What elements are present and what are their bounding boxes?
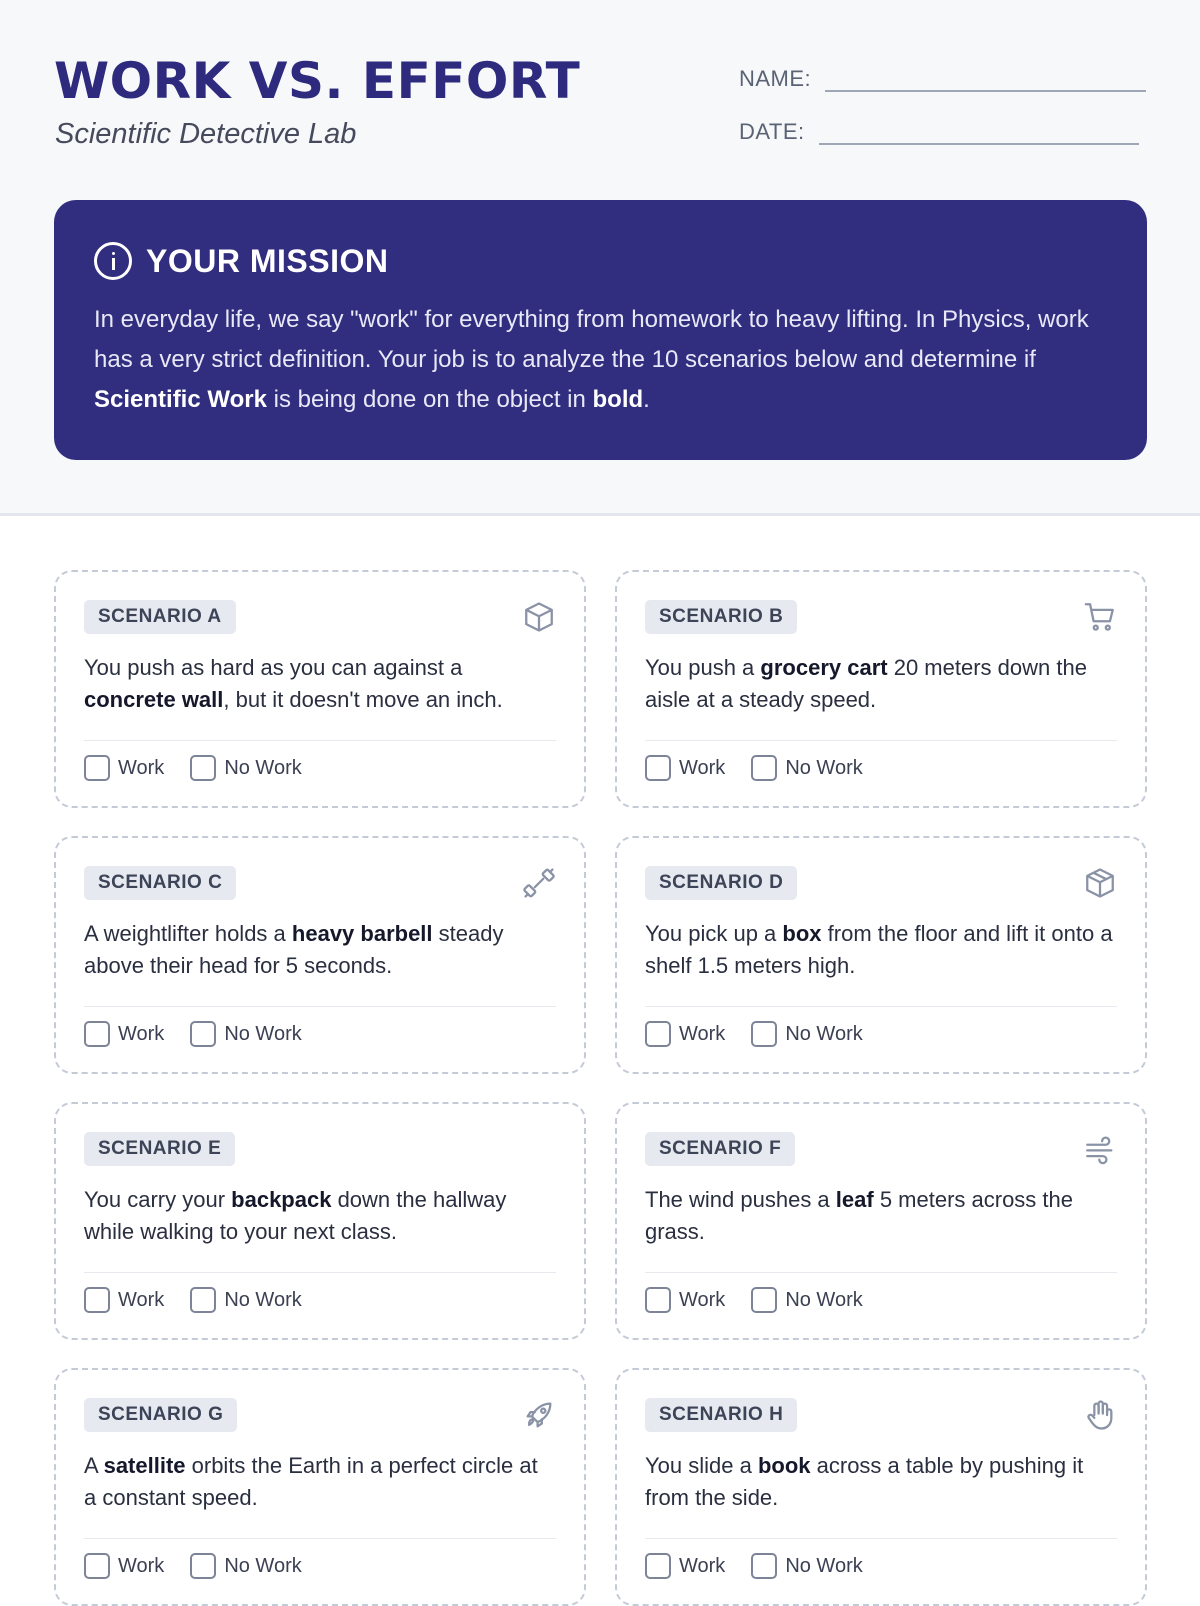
divider (645, 1538, 1117, 1539)
divider (84, 1272, 556, 1273)
scenario-card-e (54, 1102, 586, 1340)
name-field[interactable] (739, 58, 1146, 92)
no-work-checkbox[interactable] (751, 755, 777, 781)
divider (645, 1272, 1117, 1273)
work-option[interactable]: Work (645, 1553, 725, 1579)
no-work-option[interactable]: No Work (751, 1021, 862, 1047)
date-field[interactable] (739, 111, 1139, 145)
work-checkbox[interactable] (84, 1287, 110, 1313)
work-checkbox[interactable] (84, 755, 110, 781)
work-checkbox[interactable] (645, 1021, 671, 1047)
rocket-icon (522, 1398, 556, 1432)
no-work-option[interactable]: No Work (751, 755, 862, 781)
work-checkbox[interactable] (84, 1021, 110, 1047)
no-work-checkbox[interactable] (190, 1553, 216, 1579)
work-option[interactable]: Work (84, 1021, 164, 1047)
no-work-checkbox[interactable] (751, 1287, 777, 1313)
no-work-option[interactable]: No Work (190, 1287, 301, 1313)
scenario-text: A weightlifter holds a heavy barbell steady above their head for 5 seconds. (84, 921, 504, 978)
scenario-tag: SCENARIO A (84, 600, 236, 634)
work-option[interactable]: Work (84, 1553, 164, 1579)
page-subtitle: Scientific Detective Lab (55, 118, 357, 150)
scenario-text: You slide a book across a table by pushing it from the side. (645, 1453, 1084, 1510)
shopping-cart-icon (1083, 600, 1117, 634)
no-work-checkbox[interactable] (751, 1553, 777, 1579)
divider (84, 1006, 556, 1007)
work-checkbox[interactable] (645, 755, 671, 781)
work-option[interactable]: Work (84, 755, 164, 781)
work-checkbox[interactable] (645, 1287, 671, 1313)
scenario-text: You push a grocery cart 20 meters down the aisle at a steady speed. (645, 655, 1087, 712)
scenario-text: You push as hard as you can against a concrete wall, but it doesn't move an inch. (84, 655, 503, 712)
no-work-checkbox[interactable] (190, 1287, 216, 1313)
scenario-tag: SCENARIO G (84, 1398, 237, 1432)
scenario-text: A satellite orbits the Earth in a perfect circle at a constant speed. (84, 1453, 538, 1510)
no-work-option[interactable]: No Work (751, 1287, 862, 1313)
scenario-tag: SCENARIO C (84, 866, 236, 900)
scenario-card-b (615, 570, 1147, 808)
work-option[interactable]: Work (645, 755, 725, 781)
no-work-option[interactable]: No Work (190, 755, 301, 781)
scenario-card-g (54, 1368, 586, 1606)
no-work-option[interactable]: No Work (190, 1021, 301, 1047)
scenario-tag: SCENARIO D (645, 866, 797, 900)
name-label: NAME: (739, 66, 812, 91)
scenario-grid (54, 570, 1147, 1606)
name-line[interactable] (825, 58, 1146, 92)
no-work-option[interactable]: No Work (190, 1553, 301, 1579)
hand-icon (1083, 1398, 1117, 1432)
divider (645, 1006, 1117, 1007)
no-work-option[interactable]: No Work (751, 1553, 862, 1579)
scenario-card-a (54, 570, 586, 808)
work-option[interactable]: Work (645, 1021, 725, 1047)
no-work-checkbox[interactable] (190, 755, 216, 781)
scenario-card-f (615, 1102, 1147, 1340)
divider (645, 740, 1117, 741)
scenario-text: You carry your backpack down the hallway while walking to your next class. (84, 1187, 507, 1244)
divider (84, 740, 556, 741)
no-work-checkbox[interactable] (751, 1021, 777, 1047)
page-title: WORK VS. EFFORT (54, 52, 581, 110)
scenario-tag: SCENARIO B (645, 600, 797, 634)
scenario-text: You pick up a box from the floor and lift it onto a shelf 1.5 meters high. (645, 921, 1113, 978)
work-checkbox[interactable] (645, 1553, 671, 1579)
work-option[interactable]: Work (645, 1287, 725, 1313)
scenario-tag: SCENARIO H (645, 1398, 797, 1432)
mission-panel (54, 200, 1147, 460)
scenario-tag: SCENARIO F (645, 1132, 795, 1166)
date-label: DATE: (739, 119, 805, 144)
scenario-text: The wind pushes a leaf 5 meters across the grass. (645, 1187, 1074, 1244)
info-icon (94, 242, 132, 280)
cube-icon (522, 600, 556, 634)
mission-text: In everyday life, we say "work" for everything from homework to heavy lifting. In Physics, work has a very strict definition. Your job is to analyze the 10 scenarios below and determine if Scientific Work is being done on the object in bold. (94, 306, 1089, 413)
dumbbell-icon (522, 866, 556, 900)
work-checkbox[interactable] (84, 1553, 110, 1579)
no-work-checkbox[interactable] (190, 1021, 216, 1047)
scenario-card-h (615, 1368, 1147, 1606)
worksheet-header (0, 0, 1200, 516)
box-icon (1083, 866, 1117, 900)
work-option[interactable]: Work (84, 1287, 164, 1313)
wind-icon (1083, 1132, 1117, 1166)
scenario-card-d (615, 836, 1147, 1074)
scenario-tag: SCENARIO E (84, 1132, 235, 1166)
date-line[interactable] (819, 111, 1139, 145)
divider (84, 1538, 556, 1539)
scenario-card-c (54, 836, 586, 1074)
mission-title: YOUR MISSION (146, 242, 389, 279)
